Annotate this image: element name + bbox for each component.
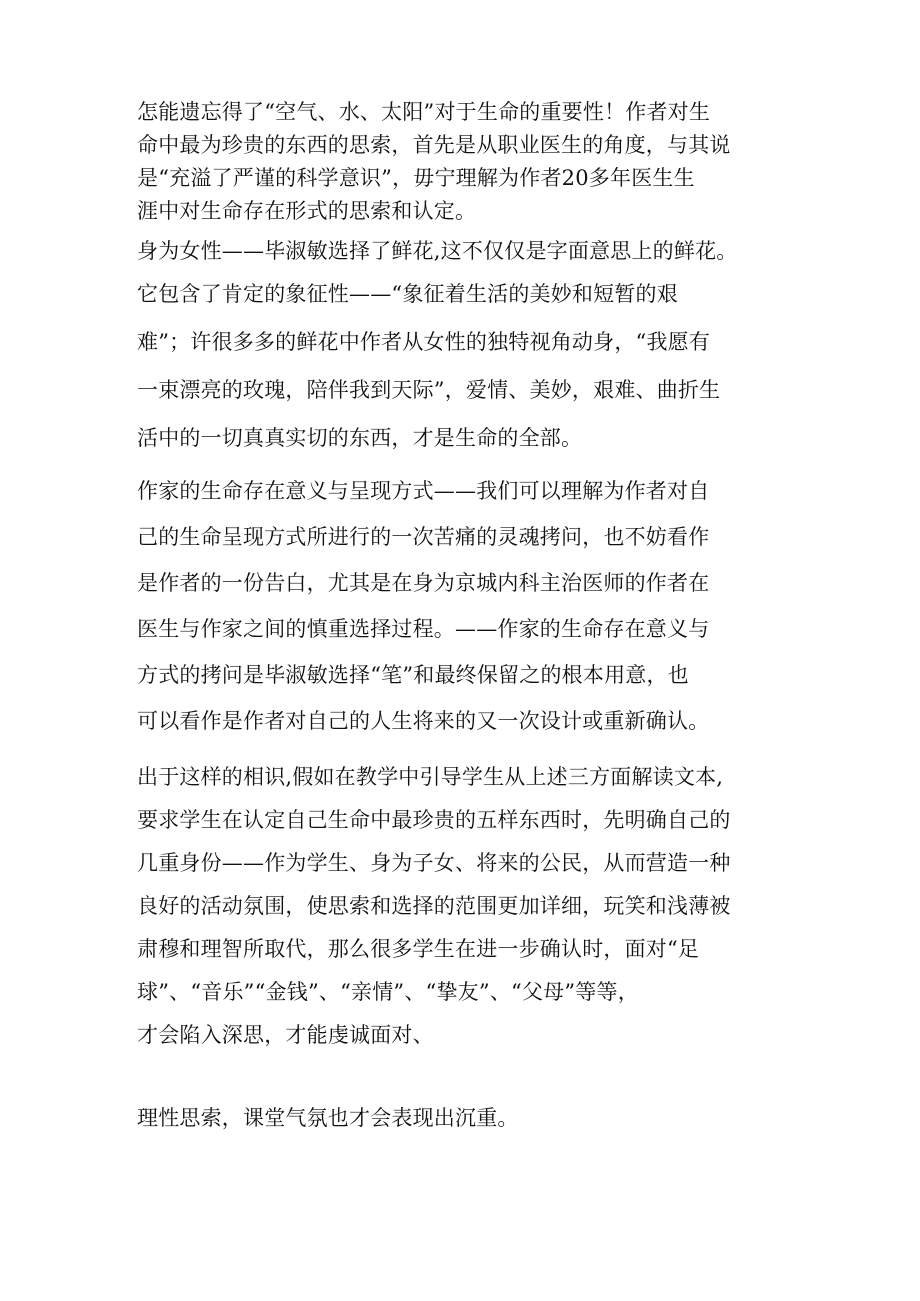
paragraph-line: 作家的生命存在意义与呈现方式——我们可以理解为作者对自 bbox=[137, 479, 710, 503]
paragraph-line: 才会陷入深思，才能虔诚面对、 bbox=[137, 1023, 434, 1047]
paragraph-line: 良好的活动氛围，使思索和选择的范围更加详细，玩笑和浅薄被 bbox=[137, 894, 731, 918]
paragraph-6 bbox=[137, 1096, 797, 1140]
paragraph-line: 身为女性——毕淑敏选择了鲜花,这不仅仅是字面意思上的鲜花。 bbox=[137, 239, 738, 263]
paragraph-line: 医生与作家之间的慎重选择过程。——作家的生命存在意义与 bbox=[137, 617, 710, 641]
paragraph-line: 球”、“音乐”“金钱”、“亲情”、“挚友”、“父母”等等， bbox=[137, 980, 639, 1004]
paragraph-line: 怎能遗忘得了“空气、水、太阳”对于生命的重要性！作者对生 bbox=[137, 100, 711, 124]
paragraph-line: 可以看作是作者对自己的人生将来的又一次设计或重新确认。 bbox=[137, 709, 710, 733]
paragraph-line: 是作者的一份告白，尤其是在身为京城内科主治医师的作者在 bbox=[137, 571, 710, 595]
paragraph-3 bbox=[137, 270, 797, 462]
paragraph-line: 出于这样的相识,假如在教学中引导学生从上述三方面解读文本, bbox=[137, 765, 724, 789]
paragraph-line: 理性思索，课堂气氛也才会表现出沉重。 bbox=[137, 1106, 519, 1130]
paragraph-line: 难”；许很多多的鲜花中作者从女性的独特视角动身，“我愿有 bbox=[137, 330, 711, 354]
paragraph-line: 它包含了肯定的象征性——“象征着生活的美妙和短暂的艰 bbox=[137, 282, 678, 306]
paragraph-line: 肃穆和理智所取代，那么很多学生在进一步确认时，面对“足 bbox=[137, 937, 700, 961]
paragraph-line: 命中最为珍贵的东西的思索，首先是从职业医生的角度，与其说 bbox=[137, 133, 731, 157]
paragraph-line: 己的生命呈现方式所进行的一次苦痛的灵魂拷问，也不妨看作 bbox=[137, 525, 710, 549]
paragraph-line: 是“充溢了严谨的科学意识”，毋宁理解为作者20多年医生生 bbox=[137, 166, 695, 190]
paragraph-line: 方式的拷问是毕淑敏选择“笔”和最终保留之的根本用意，也 bbox=[137, 663, 689, 687]
paragraph-line: 活中的一切真真实切的东西，才是生命的全部。 bbox=[137, 426, 583, 450]
paragraph-line: 几重身份——作为学生、身为子女、将来的公民，从而营造一种 bbox=[137, 851, 731, 875]
paragraph-5 bbox=[137, 756, 797, 1057]
paragraph-line: 一束漂亮的玫瑰，陪伴我到天际”，爱情、美妙，艰难、曲折生 bbox=[137, 378, 721, 402]
paragraph-line: 要求学生在认定自己生命中最珍贵的五样东西时，先明确自己的 bbox=[137, 808, 731, 832]
paragraph-1 bbox=[137, 96, 797, 228]
paragraph-4 bbox=[137, 468, 797, 744]
paragraph-line: 涯中对生命存在形式的思索和认定。 bbox=[137, 199, 477, 223]
paragraph-2 bbox=[137, 233, 797, 269]
